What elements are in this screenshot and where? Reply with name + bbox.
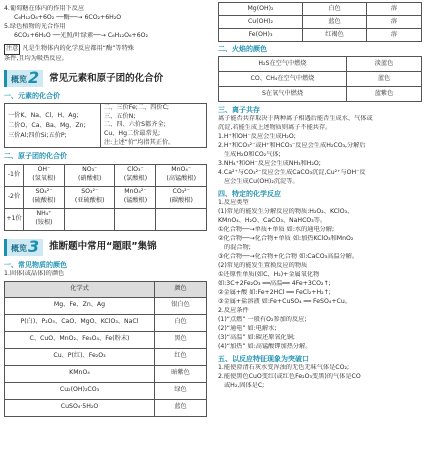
radical-cell <box>24 164 65 186</box>
radical-name: (碳酸根) <box>169 197 193 205</box>
valence-line: 二、三价Fe;二、四价C; <box>104 104 170 112</box>
line-photosynthesis-heading: 5.绿色植物的光合作用 <box>4 22 66 30</box>
table-row <box>5 297 207 314</box>
ion-text-line: 4.Ca²⁺与CO₃²⁻反应会生成CaCO₃沉淀,Cu²⁺与OH⁻反 <box>218 169 366 177</box>
valence-label: -2价 <box>5 186 24 208</box>
valence-label: -1价 <box>5 164 24 186</box>
section-3-number: 3 <box>28 236 40 256</box>
radical-cell <box>115 208 156 230</box>
reaction-text-line: (4)“加热” 如:高锰酸钾加热分解。 <box>218 343 312 351</box>
reaction-text-line: 如:3C+2Fe₂O₃ ══高温══ 4Fe+3CO₂↑; <box>218 280 331 288</box>
ion-text-line: 1.H⁺和OH⁻反应会生成H₂O; <box>218 133 296 141</box>
radical-cell <box>64 186 115 208</box>
note-line-1 <box>4 44 208 55</box>
elements-heading: 一、元素的化合价 <box>4 91 60 100</box>
flame-color-cell: 淡蓝色 <box>347 57 422 72</box>
color-cell: 白色 <box>155 314 207 331</box>
color-cell: 黑色 <box>155 331 207 348</box>
table-row <box>5 314 207 331</box>
radical-formula: CO₃²⁻ <box>172 188 190 196</box>
ion-text-line: 沉淀,若能生成上述物质则离子不能共存。 <box>218 124 332 132</box>
section-3-word: 概览 <box>11 243 27 253</box>
solid-color-table <box>4 281 207 417</box>
right-column <box>214 0 426 464</box>
section-3-tag <box>4 236 43 256</box>
color-cell: 白色 <box>303 3 367 16</box>
radical-formula: NO₃⁻ <box>82 166 98 174</box>
special-reactions-heading: 四、特定的化学反应 <box>218 190 281 199</box>
table-row <box>5 164 207 186</box>
column-header-formula: 化学式 <box>5 281 155 297</box>
table-row <box>219 57 422 72</box>
color-cell: 暗紫色 <box>155 365 207 382</box>
formula-cell: KMnO₄ <box>5 365 155 382</box>
equation-photosynthesis: 6CO₂+6H₂O ──光照/叶绿素──→ C₆H₁₂O₆+6O₂ <box>14 31 149 39</box>
valence-line: 二价O、Ca、Ba、Mg、Zn; <box>8 121 86 129</box>
reaction-text-line: 1.反应类型 <box>218 199 249 207</box>
formula-cell: Mg(OH)₂ <box>219 3 303 16</box>
radical-name: (硫酸根) <box>32 197 56 205</box>
reaction-text-line: 的混合物; <box>224 244 251 252</box>
radical-formula: SO₃²⁻ <box>81 188 99 196</box>
color-cell: 蓝色 <box>155 399 207 416</box>
radical-name: (高锰酸根) <box>166 175 196 183</box>
radical-name: (锰酸根) <box>123 197 148 205</box>
left-column <box>0 0 212 464</box>
phenomena-text-line: 或H₂,固体是C; <box>224 382 265 390</box>
phenomena-heading: 五、以反应特征现象为突破口 <box>218 355 309 364</box>
formula-cell: Fe(OH)₃ <box>219 29 303 42</box>
section-2-header <box>4 67 212 87</box>
radical-name: (氢氧根) <box>32 175 56 183</box>
valence-line: 二、四、六价S都齐全; <box>104 121 166 129</box>
radical-name: (铵根) <box>35 219 53 227</box>
color-cell: 蓝色 <box>303 16 367 29</box>
radical-formula: OH⁻ <box>37 166 51 174</box>
valence-note: 注:上述“价”均指其正价。 <box>104 138 175 146</box>
solubility-cell: 溶 <box>367 29 422 42</box>
table-row <box>5 365 207 382</box>
reaction-text-line: ③化合物──→化合物+化合物 如:CaCO₃高温分解。 <box>218 253 359 261</box>
flame-condition-cell: H₂S在空气中燃烧 <box>219 57 347 72</box>
valence-line: Cu、Hg二价最常见; <box>104 130 161 138</box>
reaction-text-line: 2.反应条件 <box>218 307 249 315</box>
section-2-title: 常见元素和原子团的化合价 <box>49 72 164 84</box>
radical-name: (硝酸根) <box>78 175 102 183</box>
radical-valence-table <box>4 164 207 231</box>
valence-label: +1价 <box>5 208 24 230</box>
element-valence-table <box>4 103 207 148</box>
phenomena-text-line: 1.能使澄清石灰水变浑浊的无色无味气体是CO₂; <box>218 364 350 372</box>
solubility-cell: 溶 <box>367 3 422 16</box>
note-label: 注意 <box>4 44 20 55</box>
reaction-text-line: ③金属+盐溶液 如:Fe+CuSO₄ ══ FeSO₄+Cu。 <box>218 298 351 306</box>
formula-cell: CuSO₄·5H₂O <box>5 399 155 416</box>
formula-cell: Cu₂(OH)₂CO₃ <box>5 382 155 399</box>
equation-glucose: C₆H₁₂O₆+6O₂ ──酶──→ 6CO₂+6H₂O <box>14 13 122 21</box>
reaction-text-line: ①化合物──→单质+单质 如:水的通电分解; <box>218 226 335 234</box>
radicals-heading: 二、原子团的化合价 <box>4 152 67 161</box>
color-cell: 绿色 <box>155 382 207 399</box>
note-text-2: 条件,且均为吸热反应。 <box>4 54 68 62</box>
ion-text-line: 生成H₂O和CO₂气体; <box>224 151 281 159</box>
column-header-color: 颜色 <box>155 281 207 297</box>
note-text-1: 凡是生物体内的化学反应都用“酶”等特殊 <box>22 44 134 52</box>
radical-cell <box>24 208 65 230</box>
reaction-text-line: (1)“点燃” 一般有O₂参加的反应; <box>218 316 307 324</box>
color-cell: 红色 <box>155 348 207 365</box>
table-row <box>219 29 422 42</box>
formula-cell: Cu(OH)₂ <box>219 16 303 29</box>
formula-cell: C、CuO、MnO₂、Fe₃O₄、Fe(粉末) <box>5 331 155 348</box>
radical-cell <box>156 186 207 208</box>
radical-name: (氯酸根) <box>123 175 148 183</box>
reaction-text-line: ①还原性单质(如C、H₂)+金属氧化物 <box>218 271 320 279</box>
section-2-number: 2 <box>28 67 40 87</box>
table-header-row <box>5 281 207 297</box>
table-row <box>5 382 207 399</box>
radical-cell <box>156 208 207 230</box>
reaction-text-line: (2)常见的能发生置换反应的物质 <box>218 262 308 270</box>
radical-formula: NH₄⁺ <box>36 210 52 218</box>
formula-cell: Cu、P(红)、Fe₂O₃ <box>5 348 155 365</box>
radical-formula: SO₄²⁻ <box>35 188 53 196</box>
table-row <box>5 331 207 348</box>
hydroxide-color-table <box>218 2 422 42</box>
radical-cell <box>24 186 65 208</box>
ion-text-line: 离子能否共存取决于两种离子相遇后能否生成水、气体或 <box>218 115 373 123</box>
ion-text-line: 2.H⁺和CO₃²⁻或H⁺和HCO₃⁻反应会生成H₂CO₃,分解后 <box>218 142 366 150</box>
ion-text-line: 3.NH₄⁺和OH⁻反应会生成NH₃和H₂O; <box>218 160 321 168</box>
ion-text-line: 应会生成Cu(OH)₂沉淀等。 <box>224 178 299 186</box>
table-row <box>5 399 207 416</box>
ion-coexistence-heading: 三、离子共存 <box>218 106 260 115</box>
color-cell: 银白色 <box>155 297 207 314</box>
table-row <box>219 72 422 87</box>
flame-condition-cell: CO、CH₄在空气中燃烧 <box>219 72 347 87</box>
section-3-title: 推断题中常用“题眼”集锦 <box>49 241 157 253</box>
valence-line: 一价K、Na、Cl、H、Ag; <box>8 111 79 119</box>
element-valence-right <box>101 104 207 148</box>
flame-color-table <box>218 56 422 102</box>
valence-line: 三、五价N; <box>104 112 136 120</box>
radical-formula: ClO₃⁻ <box>127 166 144 174</box>
solubility-cell: 溶 <box>367 16 422 29</box>
radical-cell <box>115 186 156 208</box>
radical-cell <box>64 208 115 230</box>
radical-formula: MnO₄²⁻ <box>124 188 147 196</box>
section-2-tag <box>4 67 43 87</box>
flame-condition-cell: S在氧气中燃烧 <box>219 87 347 102</box>
table-row <box>5 186 207 208</box>
radical-cell <box>156 164 207 186</box>
valence-line: 三价Al;四价Si;五价P; <box>8 131 67 139</box>
phenomena-text-line: 2.能使黑色CuO变红(或红色Fe₂O₃变黑)的气体是CO <box>218 373 361 381</box>
element-valence-left <box>5 104 101 148</box>
flame-color-cell: 蓝色 <box>347 72 422 87</box>
flame-color-cell: 蓝紫色 <box>347 87 422 102</box>
section-2-word: 概览 <box>11 75 27 85</box>
formula-cell: Mg、Fe、Zn、Ag <box>5 297 155 314</box>
radical-cell <box>64 164 115 186</box>
table-row <box>5 348 207 365</box>
table-row <box>219 3 422 16</box>
table-row <box>219 87 422 102</box>
reaction-text-line: (2)“通电” 如:电解水; <box>218 325 277 333</box>
radical-name: (亚硫酸根) <box>74 197 105 205</box>
radical-cell <box>115 164 156 186</box>
solid-colors-subheading: 1.固体(或晶体)的颜色 <box>4 269 65 277</box>
table-row <box>219 16 422 29</box>
line-glucose-heading: 4.葡萄糖在体内的作用下反应 <box>4 5 85 12</box>
formula-cell: P(白)、P₂O₅、CaO、MgO、KClO₃、NaCl <box>5 314 155 331</box>
table-row <box>5 208 207 230</box>
reaction-text-line: ②化合物──→化合物+单质 如:加热KClO₃和MnO₂ <box>218 235 354 243</box>
section-3-header <box>4 236 212 256</box>
colors-heading: 一、常见物质的颜色 <box>4 260 67 269</box>
reaction-text-line: (3)“高温” 如:碳还原氧化铜; <box>218 334 295 342</box>
reaction-text-line: ②金属+酸 如:Fe+2HCl ══ FeCl₂+H₂↑; <box>218 289 331 297</box>
flame-heading: 二、火焰的颜色 <box>218 45 267 53</box>
reaction-text-line: (1)常见的能发生分解反应的物质:H₂O₂、KClO₃、 <box>218 208 354 216</box>
color-cell: 红褐色 <box>303 29 367 42</box>
radical-formula: MnO₄⁻ <box>171 166 192 174</box>
reaction-text-line: KMnO₄、H₂O、CaCO₃、NaHCO₃等。 <box>218 217 327 225</box>
